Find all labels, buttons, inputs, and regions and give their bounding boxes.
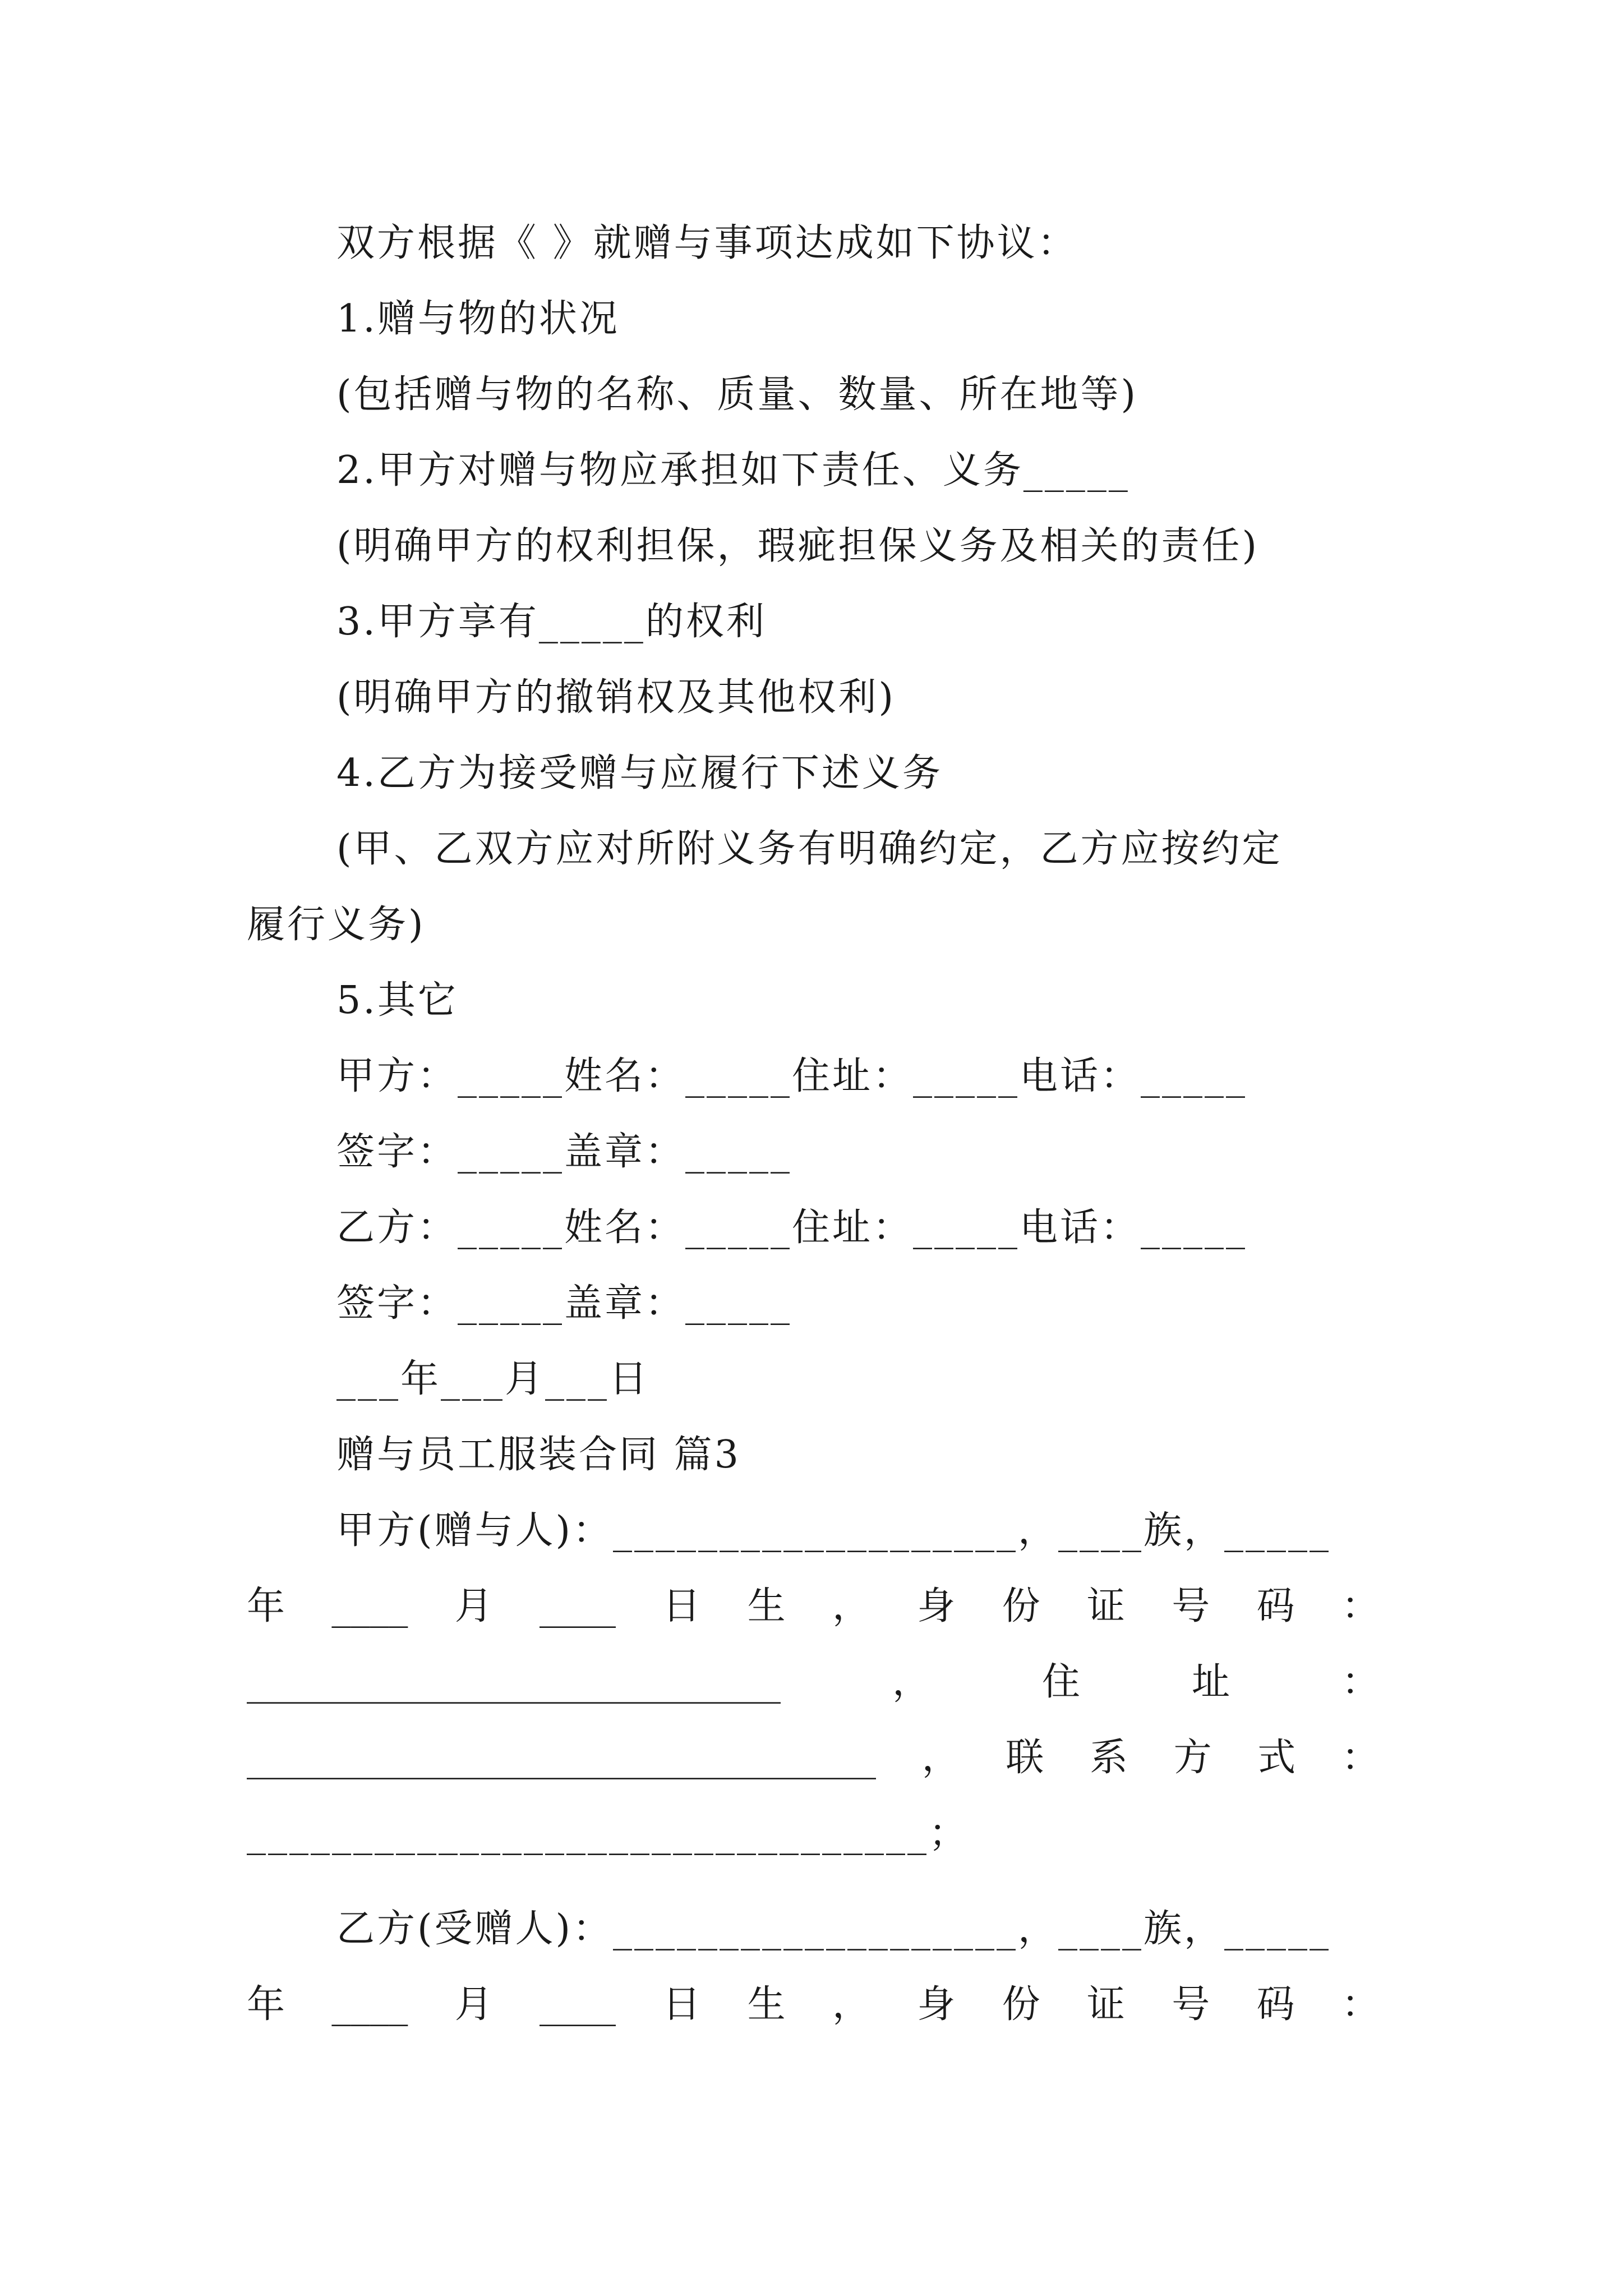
donor-line: 甲方(赠与人)：___________________，____族，_____ bbox=[336, 1508, 1331, 1553]
row-e-cell: 月 bbox=[454, 1982, 493, 2027]
row-a-cell: 日 bbox=[662, 1584, 701, 1628]
clause-5-title: 5.其它 bbox=[336, 978, 458, 1023]
party-b-info: 乙方：_____姓名：_____住址：_____电话：_____ bbox=[336, 1205, 1248, 1250]
clause-2-note: (明确甲方的权利担保，瑕疵担保义务及相关的责任) bbox=[336, 524, 1260, 568]
row-c-cell: 系 bbox=[1089, 1736, 1128, 1780]
clause-4-note: (甲、乙双方应对所附义务有明确约定，乙方应按约定 bbox=[336, 827, 1283, 871]
row-e-cell: 号 bbox=[1172, 1982, 1210, 2027]
row-a-cell: 年 bbox=[247, 1584, 285, 1628]
row-e-cell: 证 bbox=[1086, 1982, 1125, 2027]
clause-2-title: 2.甲方对赠与物应承担如下责任、义务_____ bbox=[336, 448, 1130, 493]
row-c-cell: 式 bbox=[1257, 1736, 1296, 1780]
clause-3-note: (明确甲方的撤销权及其他权利) bbox=[336, 675, 896, 720]
row-b-cell: 址 bbox=[1191, 1660, 1230, 1704]
row-e-cell: 生 bbox=[747, 1982, 786, 2027]
clause-1-title: 1.赠与物的状况 bbox=[336, 297, 620, 341]
row-c-cell: _________________________________ bbox=[247, 1736, 876, 1780]
row-c-cell: ： bbox=[1341, 1736, 1380, 1780]
row-b-cell: ： bbox=[1341, 1660, 1380, 1704]
row-e-cell: ____ bbox=[539, 1982, 616, 2027]
intro-line: 双方根据《 》就赠与事项达成如下协议： bbox=[336, 221, 1078, 265]
donor-contact-row bbox=[247, 1736, 1380, 1780]
row-e-cell: 日 bbox=[662, 1982, 701, 2027]
donor-address-row bbox=[247, 1660, 1380, 1704]
party-b-signature: 签字：_____盖章：_____ bbox=[336, 1281, 792, 1326]
row-a-cell: 身 bbox=[917, 1584, 956, 1628]
row-b-cell: ____________________________ bbox=[247, 1660, 781, 1704]
row-b-cell: 住 bbox=[1041, 1660, 1080, 1704]
row-e-cell: 份 bbox=[1002, 1982, 1040, 2027]
row-c-cell: 联 bbox=[1006, 1736, 1044, 1780]
row-a-cell: ： bbox=[1341, 1584, 1380, 1628]
clause-3-title: 3.甲方享有_____的权利 bbox=[336, 600, 767, 644]
donor-contact-blank: ________________________________； bbox=[247, 1811, 970, 1856]
party-a-signature: 签字：_____盖章：_____ bbox=[336, 1130, 792, 1174]
recipient-line: 乙方(受赠人)：___________________，____族，_____ bbox=[336, 1907, 1331, 1951]
clause-4-title: 4.乙方为接受赠与应履行下述义务 bbox=[336, 751, 943, 795]
section-heading: 赠与员工服装合同 篇3 bbox=[336, 1433, 741, 1477]
row-b-cell: ， bbox=[892, 1660, 930, 1704]
row-a-cell: 份 bbox=[1002, 1584, 1040, 1628]
row-a-cell: 月 bbox=[454, 1584, 493, 1628]
donor-birth-id-row bbox=[247, 1584, 1380, 1628]
clause-1-note: (包括赠与物的名称、质量、数量、所在地等) bbox=[336, 372, 1138, 417]
row-e-cell: 码 bbox=[1256, 1982, 1295, 2027]
row-e-cell: 年 bbox=[247, 1982, 285, 2027]
row-e-cell: 身 bbox=[917, 1982, 956, 2027]
row-c-cell: ， bbox=[921, 1736, 960, 1780]
row-a-cell: 生 bbox=[747, 1584, 786, 1628]
clause-4-note-cont: 履行义务) bbox=[247, 903, 426, 947]
row-e-cell: ： bbox=[1341, 1982, 1380, 2027]
row-a-cell: 码 bbox=[1256, 1584, 1295, 1628]
row-a-cell: ____ bbox=[331, 1584, 408, 1628]
row-e-cell: ， bbox=[832, 1982, 870, 2027]
row-a-cell: 号 bbox=[1172, 1584, 1210, 1628]
row-c-cell: 方 bbox=[1173, 1736, 1212, 1780]
date-line: ___年___月___日 bbox=[336, 1357, 650, 1401]
recipient-birth-id-row bbox=[247, 1982, 1380, 2027]
party-a-info: 甲方：_____姓名：_____住址：_____电话：_____ bbox=[336, 1054, 1248, 1098]
row-a-cell: ____ bbox=[539, 1584, 616, 1628]
row-a-cell: 证 bbox=[1086, 1584, 1125, 1628]
row-e-cell: ____ bbox=[331, 1982, 408, 2027]
row-a-cell: ， bbox=[832, 1584, 870, 1628]
